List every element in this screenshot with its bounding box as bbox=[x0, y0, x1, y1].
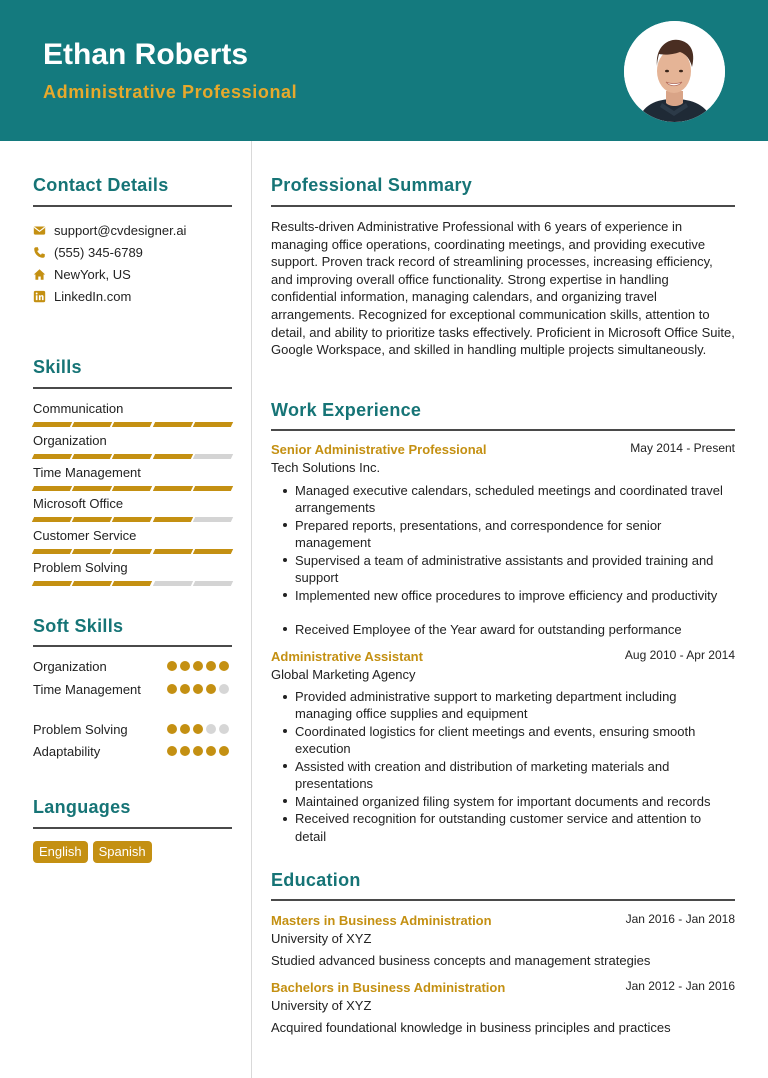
job-bullets bbox=[271, 482, 735, 639]
summary-rule bbox=[271, 205, 735, 207]
summary-text: Results-driven Administrative Professional with 6 years of experience in managing office operations, coordinating meetings, and providing executive support. Proven track record of streamlining processes, increasing efficiency, and improving overall office functionality. Strong expertise in handling confidential information, managing calendars, and organizing travel arrangements. Recognized for exceptional communication skills, attention to detail, and ability to prioritize tasks effectively. Proficient in Microsoft Office Suite, Google Workspace, and skilled in handling multiple projects simultaneously. bbox=[271, 219, 735, 358]
soft-skill-rating bbox=[167, 746, 229, 756]
rating-dot bbox=[206, 724, 216, 734]
skill-level-segment bbox=[72, 549, 113, 554]
skill-level-segment bbox=[32, 581, 73, 586]
contact-email[interactable] bbox=[33, 221, 186, 239]
skill-level-segment bbox=[152, 454, 193, 459]
skill-level-segment bbox=[32, 454, 73, 459]
job-bullet: Managed executive calendars, scheduled meetings and coordinated travel arrangements bbox=[271, 482, 735, 517]
skill-name: Time Management bbox=[33, 464, 141, 480]
education-rule bbox=[271, 899, 735, 901]
skills-heading: Skills bbox=[33, 357, 82, 377]
rating-dot bbox=[167, 746, 177, 756]
job-bullet: Provided administrative support to marketing department including managing office supplies and equipment bbox=[271, 688, 735, 723]
job-company: Global Marketing Agency bbox=[271, 667, 416, 682]
experience-rule bbox=[271, 429, 735, 431]
skill-name: Microsoft Office bbox=[33, 496, 124, 512]
skill-level-segment bbox=[193, 486, 234, 491]
rating-dot bbox=[193, 746, 203, 756]
edu-description: Acquired foundational knowledge in business principles and practices bbox=[271, 1020, 671, 1035]
edu-description: Studied advanced business concepts and management strategies bbox=[271, 953, 651, 968]
skill-name: Customer Service bbox=[33, 528, 137, 544]
candidate-title: Administrative Professional bbox=[43, 82, 298, 102]
person-photo-icon bbox=[624, 21, 725, 122]
skill-level-bar bbox=[33, 549, 232, 554]
skill-level-segment bbox=[112, 422, 153, 427]
rating-dot bbox=[180, 684, 190, 694]
languages-rule bbox=[33, 827, 232, 829]
skill-level-segment bbox=[193, 549, 234, 554]
skill-level-bar bbox=[33, 454, 232, 459]
skill-level-segment bbox=[72, 454, 113, 459]
rating-dot bbox=[167, 724, 177, 734]
soft-skill-name: Problem Solving bbox=[33, 722, 128, 737]
skill-level-segment bbox=[72, 486, 113, 491]
skill-level-segment bbox=[32, 517, 73, 522]
language-pill-spanish: Spanish bbox=[93, 841, 152, 863]
edu-dates: Jan 2012 - Jan 2016 bbox=[625, 979, 735, 993]
contact-phone[interactable] bbox=[33, 243, 143, 261]
skill-level-segment bbox=[32, 422, 73, 427]
rating-dot bbox=[180, 661, 190, 671]
linkedin-icon bbox=[33, 290, 46, 303]
job-dates: May 2014 - Present bbox=[630, 441, 735, 455]
rating-dot bbox=[193, 661, 203, 671]
rating-dot bbox=[180, 746, 190, 756]
skill-level-segment bbox=[193, 454, 234, 459]
languages-list bbox=[33, 841, 152, 863]
rating-dot bbox=[180, 724, 190, 734]
job-bullet: Prepared reports, presentations, and correspondence for senior management bbox=[271, 517, 735, 552]
skill-level-segment bbox=[112, 517, 153, 522]
skill-level-segment bbox=[112, 549, 153, 554]
skill-level-segment bbox=[72, 581, 113, 586]
home-icon bbox=[33, 268, 46, 281]
skill-level-segment bbox=[32, 486, 73, 491]
experience-heading: Work Experience bbox=[271, 400, 422, 420]
rating-dot bbox=[193, 724, 203, 734]
skill-level-segment bbox=[72, 517, 113, 522]
rating-dot bbox=[219, 661, 229, 671]
edu-school: University of XYZ bbox=[271, 998, 372, 1013]
soft-skill-rating bbox=[167, 724, 229, 734]
skill-level-segment bbox=[193, 517, 234, 522]
rating-dot bbox=[167, 684, 177, 694]
skill-name: Communication bbox=[33, 401, 124, 416]
skill-level-segment bbox=[32, 549, 73, 554]
job-bullets bbox=[271, 688, 735, 845]
contact-location-text: NewYork, US bbox=[54, 266, 131, 282]
languages-heading: Languages bbox=[33, 797, 131, 817]
soft-skill-name: Adaptability bbox=[33, 744, 101, 759]
education-heading: Education bbox=[271, 870, 361, 890]
skill-name: Organization bbox=[33, 432, 107, 448]
skill-level-segment bbox=[112, 486, 153, 491]
soft-skill-name: Time Management bbox=[33, 682, 141, 697]
skill-level-segment bbox=[152, 581, 193, 586]
skill-level-segment bbox=[152, 517, 193, 522]
contact-location bbox=[33, 265, 131, 283]
rating-dot bbox=[219, 746, 229, 756]
contact-email-text: support@cvdesigner.ai bbox=[54, 222, 187, 238]
summary-heading: Professional Summary bbox=[271, 175, 473, 195]
soft-skills-heading: Soft Skills bbox=[33, 616, 124, 636]
job-bullet: Coordinated logistics for client meetings and events, ensuring smooth execution bbox=[271, 723, 735, 758]
skill-level-segment bbox=[112, 581, 153, 586]
job-role: Administrative Assistant bbox=[271, 649, 423, 664]
job-bullet: Received recognition for outstanding customer service and attention to detail bbox=[271, 810, 735, 845]
soft-skill-rating bbox=[167, 661, 229, 671]
contact-linkedin[interactable] bbox=[33, 287, 131, 305]
skill-level-bar bbox=[33, 486, 232, 491]
job-bullet: Implemented new office procedures to improve efficiency and productivity bbox=[271, 587, 735, 604]
rating-dot bbox=[206, 746, 216, 756]
job-role: Senior Administrative Professional bbox=[271, 442, 487, 457]
rating-dot bbox=[206, 661, 216, 671]
language-pill-english: English bbox=[33, 841, 88, 863]
contact-rule bbox=[33, 205, 232, 207]
skills-rule bbox=[33, 387, 232, 389]
job-bullet: Assisted with creation and distribution of marketing materials and presentations bbox=[271, 758, 735, 793]
job-dates: Aug 2010 - Apr 2014 bbox=[624, 648, 735, 662]
edu-school: University of XYZ bbox=[271, 931, 372, 946]
contact-linkedin-text: LinkedIn.com bbox=[54, 288, 132, 304]
rating-dot bbox=[219, 724, 229, 734]
skill-level-segment bbox=[193, 422, 234, 427]
skill-level-segment bbox=[112, 454, 153, 459]
skill-level-bar bbox=[33, 517, 232, 522]
soft-skill-name: Organization bbox=[33, 659, 107, 674]
skill-level-segment bbox=[193, 581, 234, 586]
edu-degree: Bachelors in Business Administration bbox=[271, 980, 506, 995]
edu-dates: Jan 2016 - Jan 2018 bbox=[625, 912, 735, 926]
email-icon bbox=[33, 224, 46, 237]
soft-skill-rating bbox=[167, 684, 229, 694]
skill-level-segment bbox=[152, 486, 193, 491]
contact-heading: Contact Details bbox=[33, 175, 169, 195]
job-bullet: Supervised a team of administrative assistants and provided training and support bbox=[271, 552, 735, 587]
candidate-name: Ethan Roberts bbox=[43, 38, 249, 71]
skill-level-bar bbox=[33, 581, 232, 586]
phone-icon bbox=[33, 246, 46, 259]
edu-degree: Masters in Business Administration bbox=[271, 913, 492, 928]
job-bullet: Received Employee of the Year award for outstanding performance bbox=[271, 621, 735, 638]
rating-dot bbox=[193, 684, 203, 694]
job-company: Tech Solutions Inc. bbox=[271, 460, 381, 475]
skill-level-segment bbox=[152, 422, 193, 427]
skill-level-segment bbox=[72, 422, 113, 427]
contact-phone-text: (555) 345-6789 bbox=[54, 244, 143, 260]
resume-header bbox=[0, 0, 768, 141]
skill-level-segment bbox=[152, 549, 193, 554]
column-divider bbox=[251, 141, 252, 1078]
skill-name: Problem Solving bbox=[33, 560, 128, 575]
rating-dot bbox=[167, 661, 177, 671]
soft-skills-rule bbox=[33, 645, 232, 647]
skill-level-bar bbox=[33, 422, 232, 427]
job-bullet: Maintained organized filing system for important documents and records bbox=[271, 793, 735, 810]
rating-dot bbox=[219, 684, 229, 694]
rating-dot bbox=[206, 684, 216, 694]
